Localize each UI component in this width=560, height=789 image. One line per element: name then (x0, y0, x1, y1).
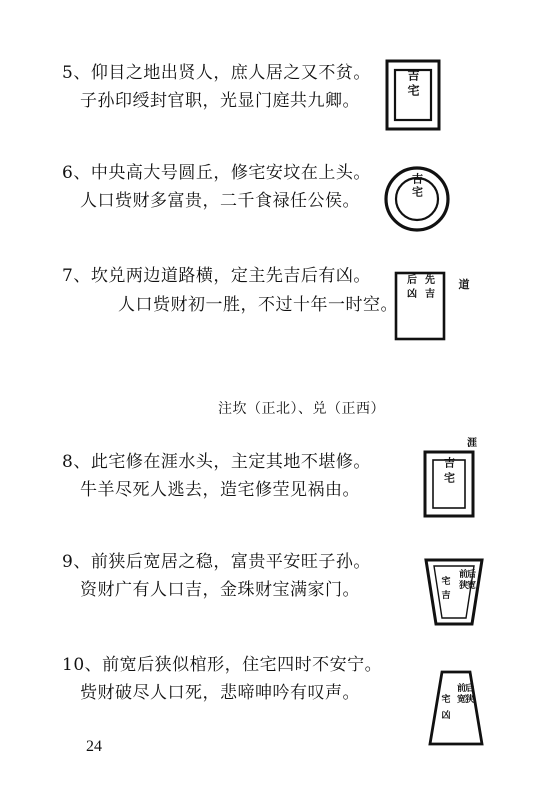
verse-6-line-1: 6、中央高大号圆丘，修宅安坟在上头。 (62, 163, 371, 183)
diagram-7-left-label: 后凶 (404, 274, 416, 302)
diagram-6-round-mound (382, 164, 452, 234)
diagram-10-left-label: 宅 (441, 695, 451, 705)
diagram-8-water-edge-house (420, 432, 490, 522)
verse-8-line-1: 8、此宅修在涯水头，主定其地不堪修。 (62, 452, 371, 472)
diagram-8-water-label: 涯 (467, 438, 477, 449)
section-note: 注坎（正北）、兑（正西） (218, 401, 385, 417)
diagram-9-right-label: 前狭 (457, 569, 467, 591)
diagram-7-right-label: 先吉 (422, 274, 434, 302)
diagram-10-right2-label: 后狭 (463, 683, 473, 705)
diagram-5-label: 吉宅 (406, 69, 420, 99)
diagram-10-left2-label: 凶 (441, 711, 451, 721)
verse-7-line-2: 人口赀财初一胜，不过十年一时空。 (118, 295, 398, 315)
diagram-9-right2-label: 后宽 (465, 569, 475, 591)
diagram-7-crossroad-house (392, 270, 482, 345)
verse-9-line-1: 9、前狭后宽居之稳，富贵平安旺子孙。 (62, 552, 371, 572)
verse-5-line-2: 子孙印绶封官职，光显门庭共九卿。 (80, 91, 360, 111)
verse-7-line-1: 7、坎兑两边道路横，定主先吉后有凶。 (62, 266, 371, 286)
diagram-9-left-label: 宅 (441, 577, 451, 587)
verse-10-line-2: 赀财破尽人口死，悲啼呻吟有叹声。 (80, 683, 360, 703)
verse-6-line-2: 人口赀财多富贵，二千食禄任公侯。 (80, 191, 360, 211)
diagram-8-label: 吉宅 (442, 457, 456, 487)
page-number: 24 (86, 738, 102, 755)
diagram-10-coffin-house (424, 664, 494, 752)
verse-5-line-1: 5、仰目之地出贤人，庶人居之又不贫。 (62, 63, 371, 83)
verse-8-line-2: 牛羊尽死人逃去，造宅修茔见祸由。 (80, 480, 360, 500)
diagram-10-right-label: 前宽 (455, 683, 465, 705)
diagram-9-left2-label: 吉 (441, 591, 451, 601)
diagram-5-rect-house (384, 58, 444, 133)
verse-9-line-2: 资财广有人口吉，金珠财宝满家门。 (80, 580, 360, 600)
diagram-7-road-label: 道 (458, 278, 470, 291)
diagram-9-narrow-front-house (420, 554, 490, 630)
verse-10-line-1: 10、前宽后狭似棺形，住宅四时不安宁。 (62, 655, 383, 675)
diagram-6-label: 吉宅 (410, 173, 424, 199)
